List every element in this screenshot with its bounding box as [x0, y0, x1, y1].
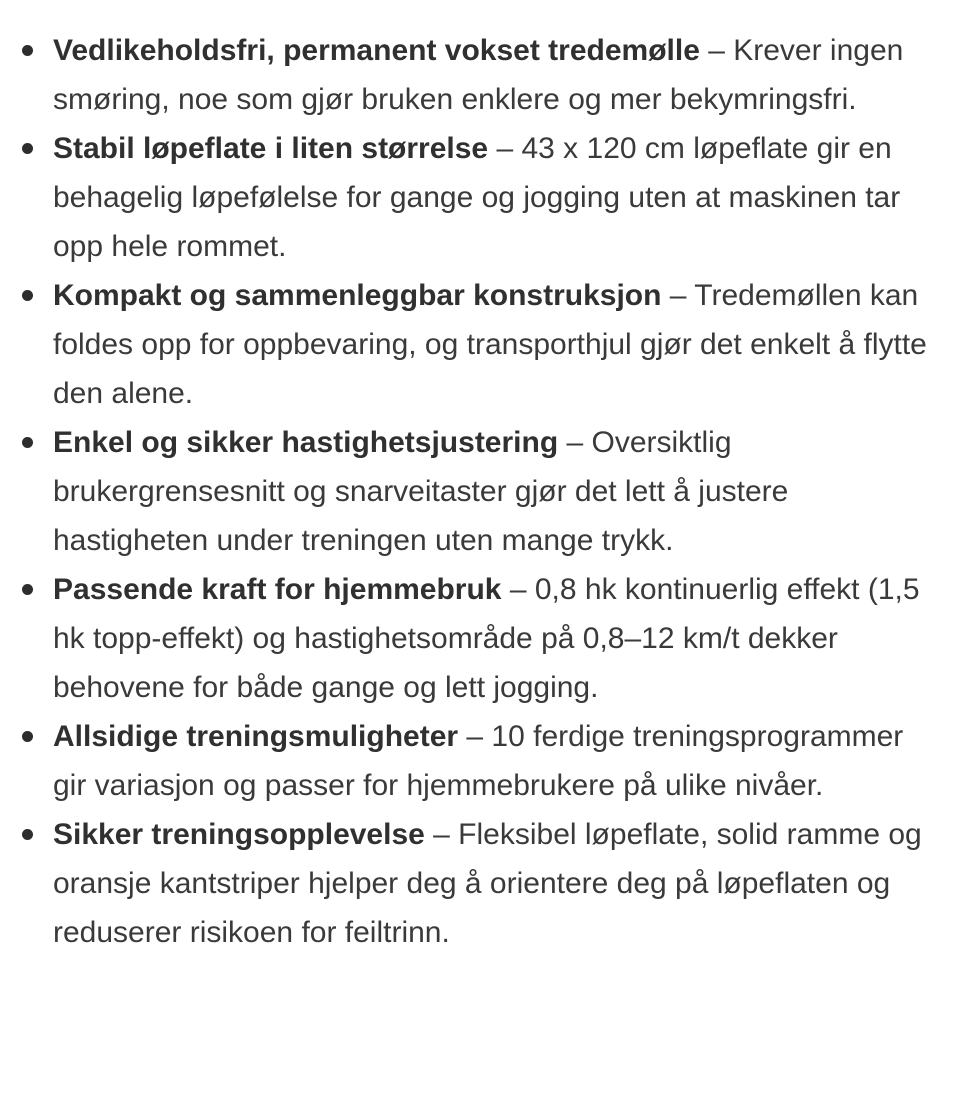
bullet-icon — [22, 45, 33, 56]
feature-text — [53, 426, 788, 557]
feature-text — [53, 34, 903, 116]
feature-text — [53, 132, 900, 263]
list-item — [22, 124, 940, 271]
feature-body: – 43 x 120 cm løpeflate gir en behagelig løpefølelse for gange og jogging uten at maskinen tar opp hele rommet. — [53, 132, 901, 263]
feature-body: – Oversiktlig brukergrensesnitt og snarveitaster gjør det lett å justere hastigheten under treningen uten mange trykk. — [53, 426, 789, 557]
feature-title: Vedlikeholdsfri, permanent vokset tredemølle — [53, 34, 700, 67]
bullet-icon — [22, 731, 33, 742]
feature-title: Stabil løpeflate i liten størrelse — [53, 132, 489, 165]
feature-text — [53, 573, 920, 704]
list-item — [22, 26, 940, 124]
bullet-icon — [22, 829, 33, 840]
list-item — [22, 418, 940, 565]
feature-text — [53, 720, 903, 802]
feature-body: – Krever ingen smøring, noe som gjør bruken enklere og mer bekymringsfri. — [53, 34, 904, 116]
feature-title: Sikker treningsopplevelse — [53, 818, 425, 851]
feature-list — [22, 26, 940, 957]
feature-title: Kompakt og sammenleggbar konstruksjon — [53, 279, 662, 312]
feature-text — [53, 279, 927, 410]
bullet-icon — [22, 584, 33, 595]
list-item — [22, 712, 940, 810]
feature-title: Passende kraft for hjemmebruk — [53, 573, 502, 606]
feature-body: – 10 ferdige treningsprogrammer gir variasjon og passer for hjemmebrukere på ulike nivåer. — [53, 720, 904, 802]
list-item — [22, 810, 940, 957]
feature-body: – Fleksibel løpeflate, solid ramme og oransje kantstriper hjelper deg å orientere deg på løpeflaten og reduserer risikoen for feiltrinn. — [53, 818, 922, 949]
list-item — [22, 565, 940, 712]
feature-body: – 0,8 hk kontinuerlig effekt (1,5 hk topp-effekt) og hastighetsområde på 0,8–12 km/t dekker behovene for både gange og lett jogging. — [53, 573, 920, 704]
feature-text — [53, 818, 922, 949]
feature-title: Enkel og sikker hastighetsjustering — [53, 426, 559, 459]
feature-title: Allsidige treningsmuligheter — [53, 720, 459, 753]
bullet-icon — [22, 290, 33, 301]
list-item — [22, 271, 940, 418]
bullet-icon — [22, 143, 33, 154]
bullet-icon — [22, 437, 33, 448]
feature-body: – Tredemøllen kan foldes opp for oppbevaring, og transporthjul gjør det enkelt å flytte den alene. — [53, 279, 927, 410]
